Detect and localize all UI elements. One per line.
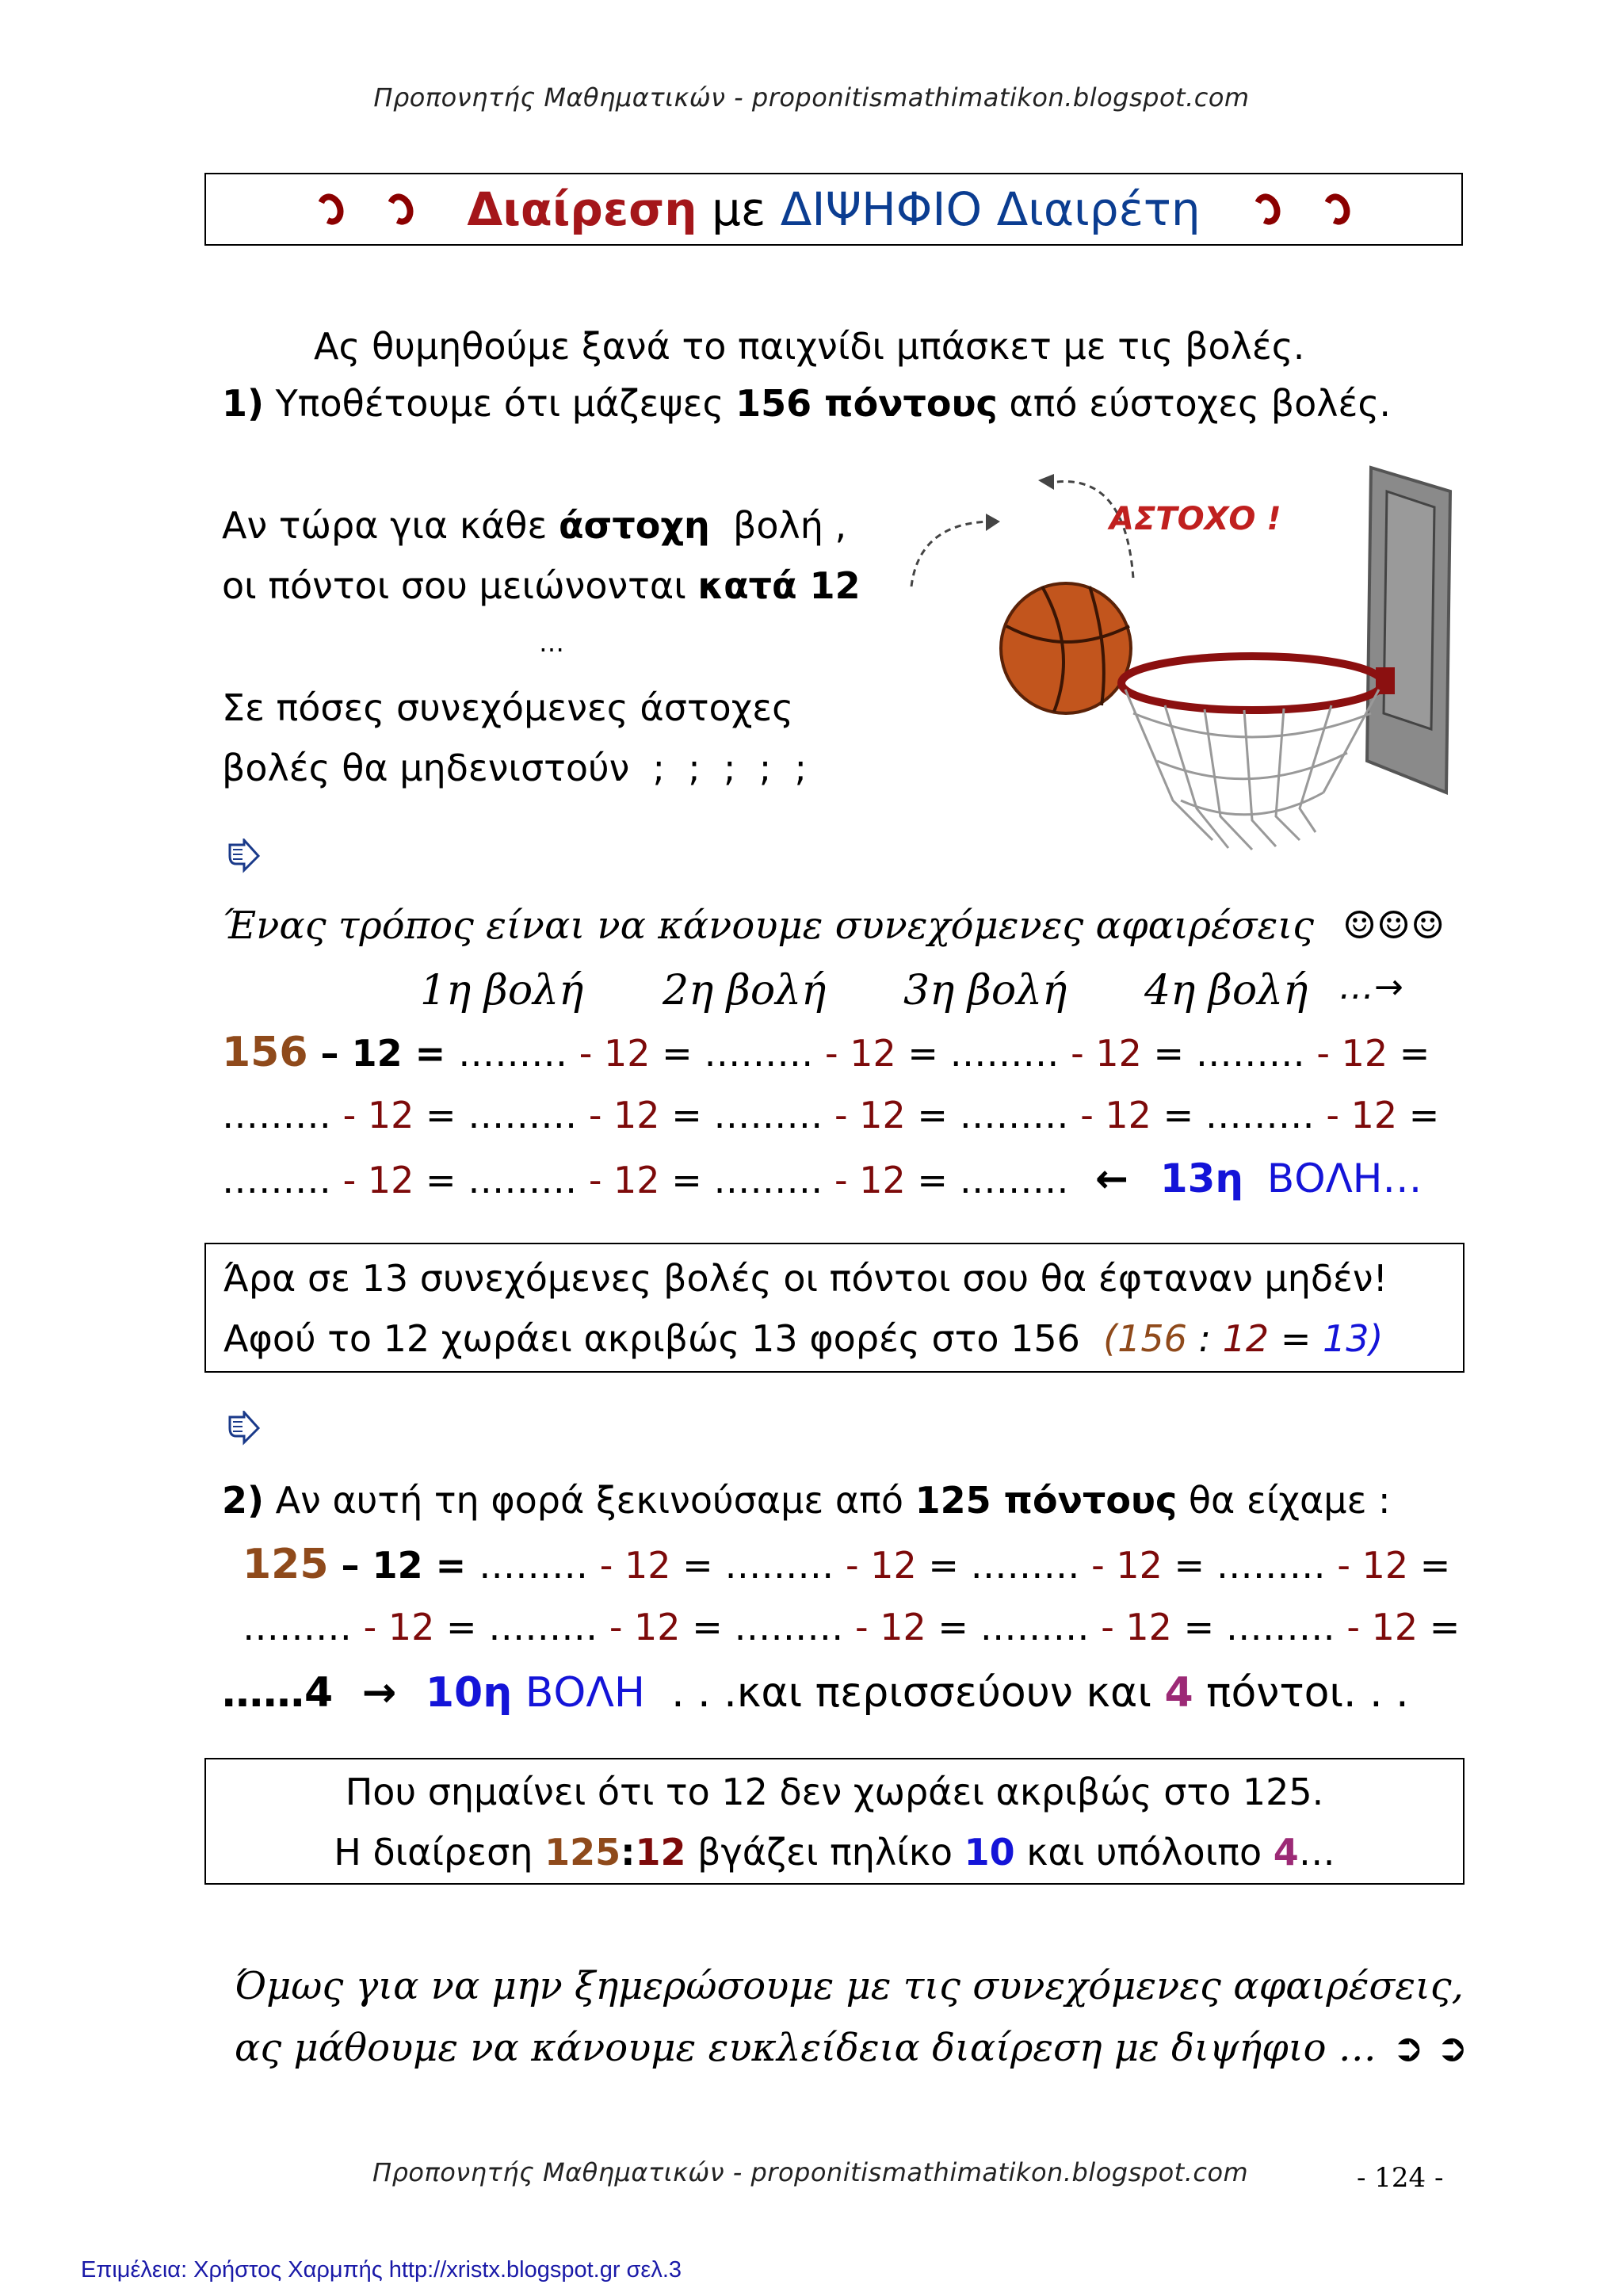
title-divisor: ΔΙΨΗΦΙΟ Διαιρέτη <box>780 182 1201 236</box>
blank: ……… <box>970 1544 1080 1587</box>
credit-line: Επιμέλεια: Χρήστος Χαρμπής http://xristx.blogspot.gr σελ.3 <box>81 2257 682 2283</box>
eq-quotient: 13) <box>1323 1317 1384 1360</box>
box2-text: Η διαίρεση <box>334 1831 545 1874</box>
page-header: Προπονητής Μαθηματικών - proponitismathimatikon.blogspot.com <box>373 82 1250 113</box>
blank: ……… <box>949 1032 1060 1075</box>
method-line <box>222 904 1445 948</box>
right-arrow-icon: → <box>361 1669 397 1717</box>
colon: : <box>621 1831 636 1874</box>
blank: ……… <box>1205 1094 1315 1137</box>
blank: ……… <box>980 1606 1090 1648</box>
intro-line2 <box>222 382 1391 425</box>
eq: = <box>434 1606 489 1648</box>
basketball-miss-illustration <box>903 460 1458 856</box>
blank: ……… <box>1216 1544 1326 1587</box>
seq-op: – 12 = <box>307 1032 459 1075</box>
part2-points: 125 πόντους <box>915 1479 1178 1522</box>
eq: = <box>905 1159 960 1201</box>
eq: = <box>1141 1032 1196 1075</box>
question-line1 <box>222 504 846 547</box>
seq-op: – 12 = <box>328 1544 479 1587</box>
pointing-hand-icon <box>227 1411 262 1446</box>
seq1-row3 <box>222 1159 1069 1201</box>
ring-bullet-icon <box>1250 190 1285 229</box>
minus-12: - 12 <box>588 1159 660 1201</box>
circle-arrow-icon: ➲ ➲ <box>1392 2026 1468 2070</box>
throw-label-1: 1η βολή <box>420 967 584 1014</box>
seq2-row1 <box>242 1541 1462 1588</box>
eq: = <box>1151 1094 1205 1137</box>
eq: = <box>1397 1094 1451 1137</box>
box2-line2 <box>206 1831 1463 1874</box>
eq: = <box>896 1032 950 1075</box>
minus-12: - 12 <box>1337 1544 1409 1587</box>
eq: = <box>670 1544 725 1587</box>
blank: ……… <box>1195 1032 1305 1075</box>
leftover-text: . . .και περισσεύουν και <box>645 1669 1165 1717</box>
ring-bullet-icon <box>383 190 418 229</box>
eq-dividend: (156 <box>1103 1317 1187 1360</box>
question-text: βολή , <box>709 504 847 547</box>
eq: = <box>905 1094 960 1137</box>
minus-12: - 12 <box>855 1606 926 1648</box>
seq2-end <box>222 1669 1409 1717</box>
eq: = <box>1408 1544 1462 1587</box>
question-line4: Σε πόσες συνεχόμενες άστοχες <box>222 686 794 729</box>
question-by12: κατά 12 <box>697 564 861 607</box>
blank: ……… <box>458 1032 568 1075</box>
minus-12: - 12 <box>1071 1032 1142 1075</box>
leftover-value: 4 <box>1164 1669 1193 1717</box>
ring-bullet-icon <box>313 190 348 229</box>
part2-text-end: θα είχαμε : <box>1177 1479 1391 1522</box>
box2-text: και υπόλοιπο <box>1014 1831 1274 1874</box>
question-ellipsis: … <box>539 628 564 658</box>
blank: ……… <box>734 1606 844 1648</box>
eq: = <box>1418 1606 1472 1648</box>
eq: = <box>1388 1032 1442 1075</box>
eq-divisor: 12 <box>1222 1317 1270 1360</box>
eq: = <box>414 1159 468 1201</box>
throw-continue: …→ <box>1339 967 1403 1007</box>
throw-word: ΒΟΛΗ… <box>1266 1156 1423 1201</box>
throw-label-2: 2η βολή <box>663 967 827 1014</box>
eq-colon: : <box>1186 1317 1223 1360</box>
eq: = <box>414 1094 468 1137</box>
minus-12: - 12 <box>1101 1606 1172 1648</box>
remainder: 4 <box>1273 1831 1299 1874</box>
start-value: 156 <box>222 1029 308 1076</box>
blank: ……… <box>488 1606 598 1648</box>
dividend: 125 <box>544 1831 621 1874</box>
eq: = <box>659 1159 714 1201</box>
minus-12: - 12 <box>1091 1544 1163 1587</box>
miss-label: ΑΣΤΟΧΟ ! <box>1109 501 1281 537</box>
conclusion-box-2 <box>204 1758 1465 1885</box>
intro-text: Υποθέτουμε ότι μάζεψες <box>264 382 736 425</box>
minus-12: - 12 <box>834 1159 906 1201</box>
eq: = <box>1162 1544 1216 1587</box>
box2-text: βγάζει πηλίκο <box>685 1831 964 1874</box>
start-value: 125 <box>242 1541 329 1588</box>
item-number: 2) <box>222 1479 265 1522</box>
blank: ……… <box>222 1159 331 1201</box>
intro-points: 156 πόντους <box>735 382 998 425</box>
blank: ……… <box>959 1159 1069 1201</box>
leftover-text-end: πόντοι. . . <box>1193 1669 1409 1717</box>
eq: = <box>1171 1606 1226 1648</box>
ellipsis: … <box>1298 1831 1335 1874</box>
title-with: με <box>697 182 781 236</box>
blank: ……… <box>713 1094 823 1137</box>
closing-line1: Όμως για να μην ξημερώσουμε με τις συνεχόμενες αφαιρέσεις, <box>235 1964 1464 2008</box>
question-line2 <box>222 564 861 607</box>
thirteenth-throw: 13η <box>1159 1156 1243 1201</box>
minus-12: - 12 <box>1080 1094 1151 1137</box>
closing-text: ας μάθουμε να κάνουμε ευκλείδεια διαίρεση με διψήφιο … <box>235 2026 1377 2070</box>
method-text: Ένας τρόπος είναι να κάνουμε συνεχόμενες αφαιρέσεις <box>222 904 1315 948</box>
blank: ……… <box>1225 1606 1335 1648</box>
minus-12: - 12 <box>824 1032 896 1075</box>
eq: = <box>659 1094 714 1137</box>
page-footer: Προπονητής Μαθηματικών - proponitismathimatikon.blogspot.com <box>372 2157 1249 2187</box>
minus-12: - 12 <box>342 1094 414 1137</box>
minus-12: - 12 <box>599 1544 671 1587</box>
title-division: Διαίρεση <box>467 182 697 236</box>
question-text: Αν τώρα για κάθε <box>222 504 559 547</box>
blank: ……… <box>242 1606 352 1648</box>
throw-label-3: 3η βολή <box>903 967 1067 1014</box>
eq: = <box>916 1544 971 1587</box>
box1-text: Αφού το 12 χωράει ακριβώς 13 φορές στο 156 <box>223 1317 1104 1360</box>
part2-text: Αν αυτή τη φορά ξεκινούσαμε από <box>264 1479 915 1522</box>
remainder-four: ……4 <box>222 1669 334 1717</box>
blank: ……… <box>479 1544 589 1587</box>
minus-12: - 12 <box>588 1094 660 1137</box>
box1-line2 <box>223 1317 1383 1360</box>
title-box <box>204 173 1463 246</box>
minus-12: - 12 <box>1316 1032 1388 1075</box>
blank: ……… <box>713 1159 823 1201</box>
pointing-hand-icon <box>227 839 262 873</box>
seq1-row2 <box>222 1094 1451 1137</box>
part2-intro <box>222 1479 1391 1522</box>
question-miss: άστοχη <box>558 504 710 547</box>
eq: = <box>926 1606 980 1648</box>
smiley-icon: ☺☺☺ <box>1342 904 1445 948</box>
divisor: 12 <box>635 1831 686 1874</box>
seq1-end <box>1095 1156 1422 1201</box>
left-arrow-icon: ← <box>1095 1156 1128 1201</box>
page-number: - 124 - <box>1357 2162 1444 2194</box>
question-line5: βολές θα μηδενιστούν ; ; ; ; ; <box>222 747 807 789</box>
throw-label-4: 4η βολή <box>1144 967 1308 1014</box>
intro-text-end: από εύστοχες βολές. <box>997 382 1391 425</box>
ring-bullet-icon <box>1319 190 1354 229</box>
blank: ……… <box>704 1032 814 1075</box>
intro-line1: Ας θυμηθούμε ξανά το παιχνίδι μπάσκετ με τις βολές. <box>314 325 1305 368</box>
blank: ……… <box>724 1544 834 1587</box>
minus-12: - 12 <box>609 1606 681 1648</box>
quotient: 10 <box>964 1831 1015 1874</box>
blank: ……… <box>222 1094 331 1137</box>
minus-12: - 12 <box>363 1606 435 1648</box>
box1-line1: Άρα σε 13 συνεχόμενες βολές οι πόντοι σου θα έφταναν μηδέν! <box>223 1257 1388 1300</box>
seq2-row2 <box>242 1606 1472 1648</box>
blank: ……… <box>468 1094 578 1137</box>
closing-line2 <box>235 2026 1468 2070</box>
item-number: 1) <box>222 382 265 425</box>
minus-12: - 12 <box>1346 1606 1419 1648</box>
eq: = <box>650 1032 705 1075</box>
minus-12: - 12 <box>845 1544 917 1587</box>
conclusion-box-1 <box>204 1243 1465 1373</box>
seq1-row1 <box>222 1029 1442 1076</box>
question-text: οι πόντοι σου μειώνονται <box>222 564 698 607</box>
throw-word: ΒΟΛΗ <box>512 1669 646 1717</box>
minus-12: - 12 <box>834 1094 906 1137</box>
minus-12: - 12 <box>579 1032 651 1075</box>
box2-line1: Που σημαίνει ότι το 12 δεν χωράει ακριβώς στο 125. <box>345 1771 1324 1813</box>
eq-equals: = <box>1269 1317 1323 1360</box>
minus-12: - 12 <box>342 1159 414 1201</box>
minus-12: - 12 <box>1326 1094 1398 1137</box>
blank: ……… <box>468 1159 578 1201</box>
tenth-throw: 10η <box>425 1669 513 1717</box>
eq: = <box>680 1606 735 1648</box>
blank: ……… <box>959 1094 1069 1137</box>
